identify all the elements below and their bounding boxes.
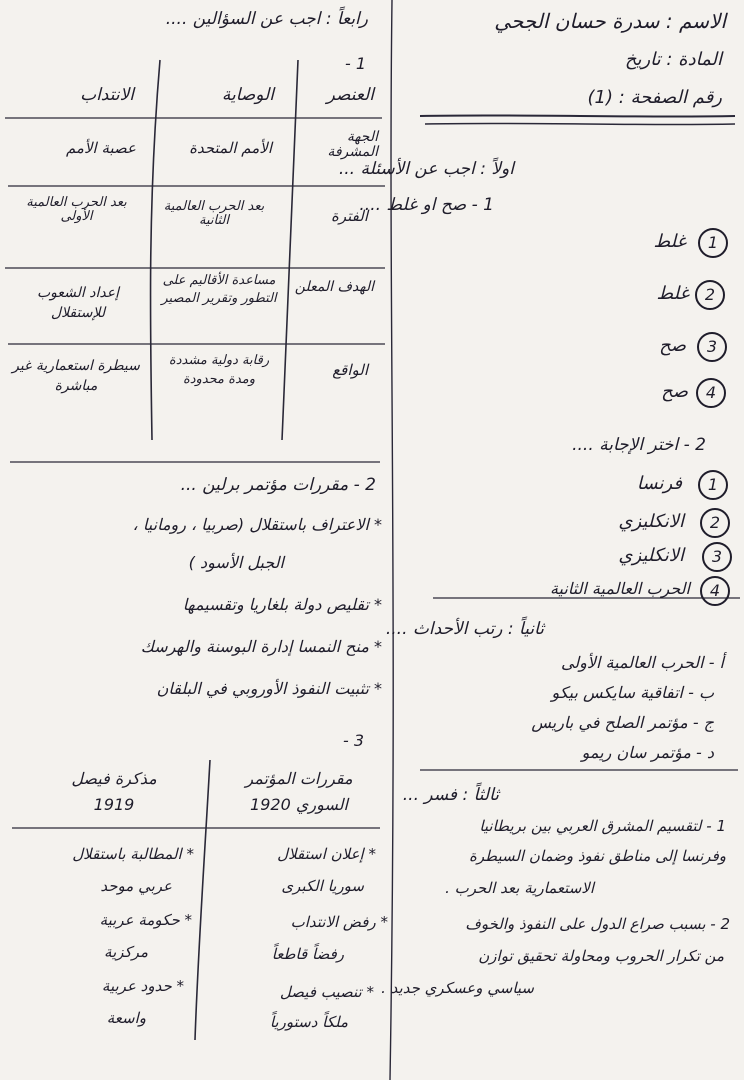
faisal-line-4: مركزية	[104, 943, 148, 961]
faisal-line-5: * حدود عربية	[101, 977, 184, 995]
order-item-2: ب - اتفاقية سايكس بيكو	[551, 683, 714, 702]
compare-header-congress: مقررات المؤتمر السوري 1920	[245, 769, 353, 814]
q3-answer1-line2: وفرنسا إلى مناطق نفوذ وضمان السيطرة	[469, 847, 726, 865]
tf-num-4: 4	[696, 378, 726, 408]
congress-line-3: * رفض الانتداب	[290, 913, 388, 931]
q3-answer2-line1: 2 - بسبب صراع الدول على النفوذ والخوف	[465, 915, 730, 933]
row3-mandate: إعداد الشعوب للإستقلال	[37, 285, 119, 321]
q1-sub2: 2 - اختر الإجابة ....	[572, 435, 706, 455]
mc-num-2: 2	[700, 508, 730, 538]
berlin-item-4: * تثبيت النفوذ الأوروبي في البلقان	[156, 679, 382, 698]
order-item-4: د - مؤتمر سان ريمو	[581, 743, 714, 762]
row3-element: الهدف المعلن	[294, 279, 374, 295]
table-header-trusteeship: الوصاية	[221, 85, 274, 105]
mc-num-1: 1	[698, 470, 728, 500]
row2-mandate: بعد الحرب العالمية الأولى	[26, 195, 127, 225]
q1-title: اولاً : اجب عن الأسئلة ...	[338, 159, 514, 179]
q4-num1: 1 -	[344, 54, 366, 73]
q2-title: ثانياً : رتب الأحداث ....	[385, 619, 544, 639]
mc-num-4: 4	[700, 576, 730, 606]
row1-mandate: عصبة الأمم	[65, 139, 136, 157]
tf-answer-2: غلط	[656, 283, 689, 304]
mc-answer-4: الحرب العالمية الثانية	[549, 579, 690, 598]
mc-answer-2: الانكليزي	[618, 511, 684, 532]
q1-sub1: 1 - صح او غلط ....	[359, 195, 494, 215]
congress-line-1: * إعلان استقلال	[277, 845, 376, 863]
order-item-3: ج - مؤتمر الصلح في باريس	[531, 713, 714, 732]
congress-line-5: * تنصيب فيصل	[279, 983, 374, 1001]
berlin-item-1: * الاعتراف باستقلال (صربيا ، رومانيا ،	[132, 515, 382, 534]
q4-num2: 2 - مقررات مؤتمر برلين ...	[180, 475, 376, 495]
mc-answer-1: فرنسا	[636, 473, 682, 494]
tf-num-1: 1	[698, 228, 728, 258]
q4-title: رابعاً : اجب عن السؤالين ....	[165, 9, 368, 29]
row1-element: الجهة المشرفة	[327, 129, 378, 161]
order-item-1: أ - الحرب العالمية الأولى	[560, 653, 724, 672]
table-header-mandate: الانتداب	[80, 85, 134, 105]
tf-answer-1: غلط	[653, 231, 686, 252]
congress-line-6: ملكاً دستورياً	[269, 1013, 348, 1031]
tf-answer-3: صح	[659, 335, 686, 356]
compare-header-faisal: مذكرة فيصل 1919	[71, 769, 157, 814]
faisal-line-2: عربي موحد	[100, 877, 172, 895]
berlin-item-3: * منح النمسا إدارة البوسنة والهرسك	[140, 637, 382, 656]
faisal-line-3: * حكومة عربية	[99, 911, 192, 929]
q4-num3: 3 -	[342, 731, 364, 750]
berlin-item-1b: الجبل الأسود )	[188, 553, 284, 572]
q3-answer1-line1: 1 - لتقسيم المشرق العربي بين بريطانيا	[479, 817, 726, 835]
student-name: الاسم : سدرة حسان الجحي	[494, 9, 726, 33]
subject: المادة : تاريخ	[624, 49, 722, 70]
row4-element: الواقع	[332, 361, 368, 379]
q3-answer1-line3: الاستعمارية بعد الحرب .	[445, 879, 594, 897]
tf-num-3: 3	[697, 332, 727, 362]
q3-answer2-line2: من تكرار الحروب ومحاولة تحقيق توازن	[478, 947, 724, 965]
row4-trusteeship: رقابة دولية مشددة ومدة محدودة	[168, 353, 270, 387]
mc-answer-3: الانكليزي	[618, 545, 684, 566]
q3-answer2-line3: سياسي وعسكري جديد .	[381, 979, 534, 997]
faisal-line-6: واسعة	[106, 1009, 146, 1027]
q3-title: ثالثاً : فسر ...	[402, 785, 499, 805]
mc-num-3: 3	[702, 542, 732, 572]
congress-line-2: سوريا الكبرى	[281, 877, 364, 895]
tf-answer-4: صح	[661, 381, 688, 402]
tf-num-2: 2	[695, 280, 725, 310]
page-number: رقم الصفحة : (1)	[587, 87, 722, 108]
row4-mandate: سيطرة استعمارية غير مباشرة	[12, 358, 140, 395]
congress-line-4: رفضاً قاطعاً	[271, 945, 344, 963]
faisal-line-1: * المطالبة باستقلال	[72, 845, 194, 863]
row2-trusteeship: بعد الحرب العالمية الثانية	[163, 199, 265, 229]
table-header-element: العنصر	[326, 85, 374, 105]
row1-trusteeship: الأمم المتحدة	[189, 139, 272, 157]
row2-element: الفترة	[331, 207, 368, 225]
row3-trusteeship: مساعدة الأقاليم على التطور وتقرير المصير	[161, 273, 277, 306]
berlin-item-2: * تقليص دولة بلغاريا وتقسيمها	[182, 595, 382, 614]
